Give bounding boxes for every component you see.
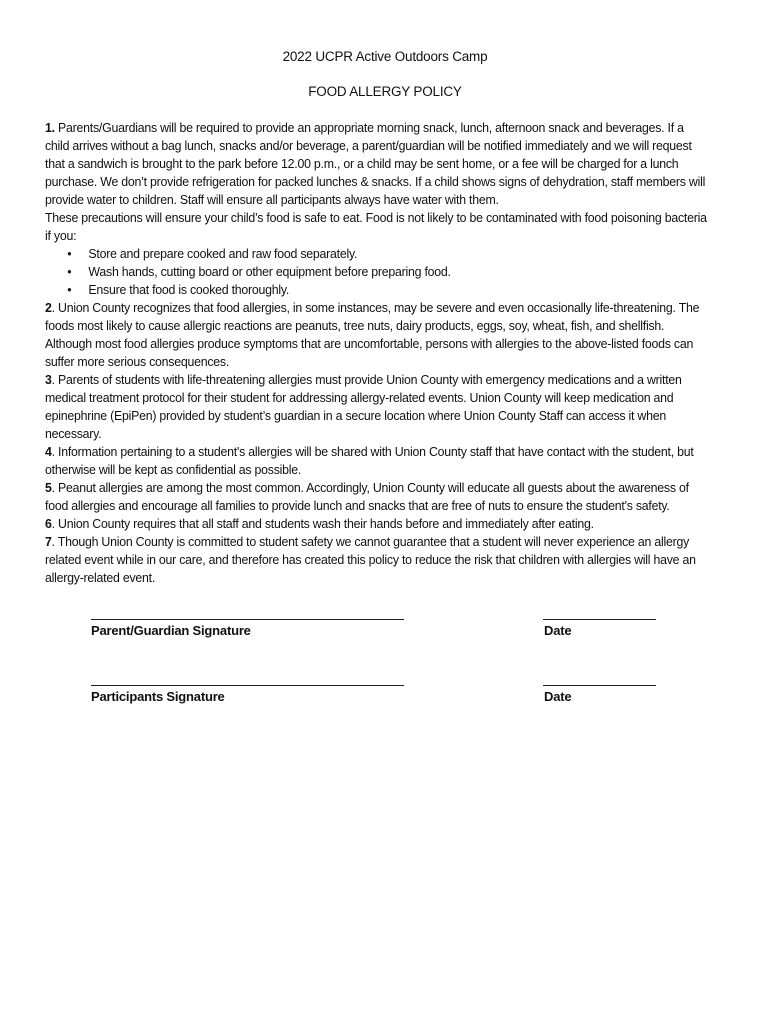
item-text: . Though Union County is committed to student safety we cannot guarantee that a student will never experience an allergy related event while in our care, and therefore has created this policy to reduce the risk that children with allergies will have an allergy-related event. — [45, 534, 696, 585]
participant-signature-line[interactable] — [91, 685, 404, 686]
item-number: 4 — [45, 444, 52, 459]
precautions-list — [45, 245, 711, 299]
list-item: • Wash hands, cutting board or other equipment before preparing food. — [88, 263, 710, 281]
item-number: 1. — [45, 120, 55, 135]
item-number: 2 — [45, 300, 52, 315]
document-title: 2022 UCPR Active Outdoors Camp — [282, 49, 488, 64]
item-number: 6 — [45, 516, 52, 531]
participant-date-line[interactable] — [543, 685, 656, 686]
parent-signature-label: Parent/Guardian Signature — [91, 623, 251, 638]
policy-item-6 — [45, 515, 711, 533]
parent-date-label: Date — [544, 623, 572, 638]
policy-item-3 — [45, 371, 711, 443]
item-text: . Parents of students with life-threatening allergies must provide Union County with emergency medications and a written medical treatment protocol for their student for addressing allergy-related events. Union County will keep medication and epinephrine (EpiPen) provided by student’s guardian in a secure location where Union County Staff can access it when necessary. — [45, 372, 682, 441]
item-text: . Union County requires that all staff and students wash their hands before and immediately after eating. — [51, 516, 594, 531]
participant-date-label: Date — [544, 689, 572, 704]
policy-heading: FOOD ALLERGY POLICY — [308, 84, 462, 99]
policy-body — [45, 119, 711, 587]
list-item: • Ensure that food is cooked thoroughly. — [88, 281, 710, 299]
policy-item-7 — [45, 533, 711, 587]
parent-date-line[interactable] — [543, 619, 656, 620]
list-item: • Store and prepare cooked and raw food separately. — [88, 245, 710, 263]
item-text: . Peanut allergies are among the most common. Accordingly, Union County will educate all guests about the awareness of food allergies and encourage all families to provide lunch and snacks that are free of nuts to ensure the student's safety. — [45, 480, 689, 513]
policy-item-1 — [45, 119, 711, 209]
precautions-intro: These precautions will ensure your child’s food is safe to eat. Food is not likely to be contaminated with food poisoning bacteria if you: — [45, 210, 707, 243]
participant-signature-label: Participants Signature — [91, 689, 225, 704]
item-text: . Information pertaining to a student's allergies will be shared with Union County staff that have contact with the student, but otherwise will be kept as confidential as possible. — [45, 444, 694, 477]
item-text: . Union County recognizes that food allergies, in some instances, may be severe and even occasionally life-threatening. The foods most likely to cause allergic reactions are peanuts, tree nuts, dairy products, eggs, soy, wheat, fish, and shellfish. Although most food allergies produce symptoms that are uncomfortable, persons with allergies to the above-listed foods can suffer more serious consequences. — [45, 300, 700, 369]
item-number: 7 — [45, 534, 52, 549]
item-number: 5 — [45, 480, 52, 495]
item-number: 3 — [45, 372, 52, 387]
item-text: Parents/Guardians will be required to provide an appropriate morning snack, lunch, afternoon snack and beverages. If a child arrives without a bag lunch, snacks and/or beverage, a parent/guardian will be notified immediately and we will request that a sandwich is brought to the park before 12.00 p.m., or a child may be sent home, or a fee will be charged for a lunch purchase. We don’t provide refrigeration for packed lunches & snacks. If a child shows signs of dehydration, staff members will provide water to children. Staff will ensure all participants always have water with them. — [45, 120, 706, 207]
policy-item-5 — [45, 479, 711, 515]
parent-signature-line[interactable] — [91, 619, 404, 620]
policy-item-2 — [45, 299, 711, 371]
policy-item-4 — [45, 443, 711, 479]
